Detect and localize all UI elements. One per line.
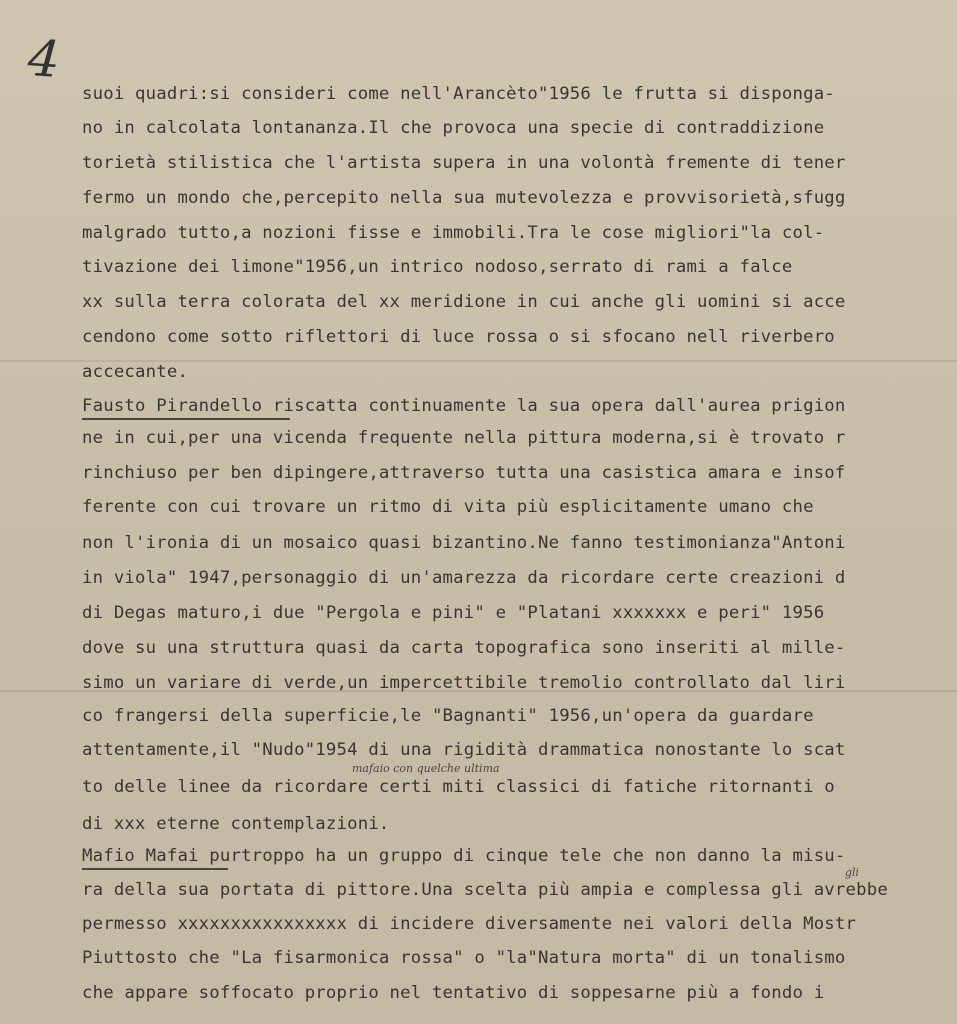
text-line: suoi quadri:si consideri come nell'Arancèto"1956 le frutta si disponga- (82, 84, 835, 104)
text-line: fermo un mondo che,percepito nella sua mutevolezza e provvisorietà,sfugg (82, 188, 846, 208)
name-underline (82, 868, 228, 870)
text-line: ferente con cui trovare un ritmo di vita più esplicitamente umano che (82, 497, 814, 517)
text-line: to delle linee da ricordare certi miti classici di fatiche ritornanti o (82, 777, 835, 797)
text-line: di Degas maturo,i due "Pergola e pini" e "Platani xxxxxxx e peri" 1956 (82, 603, 825, 623)
text-line: no in calcolata lontananza.Il che provoca una specie di contraddizione (82, 118, 825, 138)
text-line: Mafio Mafai purtroppo ha un gruppo di cinque tele che non danno la misu- (82, 846, 846, 866)
text-line: non l'ironia di un mosaico quasi bizantino.Ne fanno testimonianza"Antoni (82, 533, 846, 553)
text-line: permesso xxxxxxxxxxxxxxxx di incidere diversamente nei valori della Mostr (82, 914, 857, 934)
name-underline (82, 418, 290, 420)
text-line: che appare soffocato proprio nel tentativo di soppesarne più a fondo i (82, 983, 825, 1003)
text-line: dove su una struttura quasi da carta topografica sono inseriti al mille- (82, 638, 846, 658)
text-line: rinchiuso per ben dipingere,attraverso tutta una casistica amara e insof (82, 463, 846, 483)
text-line: ne in cui,per una vicenda frequente nella pittura moderna,si è trovato r (82, 428, 846, 448)
text-line: attentamente,il "Nudo"1954 di una rigidità drammatica nonostante lo scat (82, 740, 846, 760)
text-line: simo un variare di verde,un impercettibile tremolio controllato dal liri (82, 673, 846, 693)
text-line: Piuttosto che "La fisarmonica rossa" o "la"Natura morta" di un tonalismo (82, 948, 846, 968)
text-line: ra della sua portata di pittore.Una scelta più ampia e complessa gli avrebbe (82, 880, 888, 900)
handwritten-note: mafaio con quelche ultima (352, 762, 500, 775)
text-line: di xxx eterne contemplazioni. (82, 814, 390, 834)
text-line: xx sulla terra colorata del xx meridione in cui anche gli uomini si acce (82, 292, 846, 312)
text-line: co frangersi della superficie,le "Bagnanti" 1956,un'opera da guardare (82, 706, 814, 726)
text-line: in viola" 1947,personaggio di un'amarezza da ricordare certe creazioni d (82, 568, 846, 588)
page-number: 4 (26, 28, 62, 90)
text-line: malgrado tutto,a nozioni fisse e immobili.Tra le cose migliori"la col- (82, 223, 825, 243)
text-line: torietà stilistica che l'artista supera in una volontà fremente di tener (82, 153, 846, 173)
handwritten-insert: gli (845, 866, 860, 879)
text-line: cendono come sotto riflettori di luce rossa o si sfocano nell riverbero (82, 327, 835, 347)
text-line: accecante. (82, 362, 189, 382)
text-line: Fausto Pirandello riscatta continuamente la sua opera dall'aurea prigion (82, 396, 846, 416)
text-line: tivazione dei limone"1956,un intrico nodoso,serrato di rami a falce (82, 257, 793, 277)
